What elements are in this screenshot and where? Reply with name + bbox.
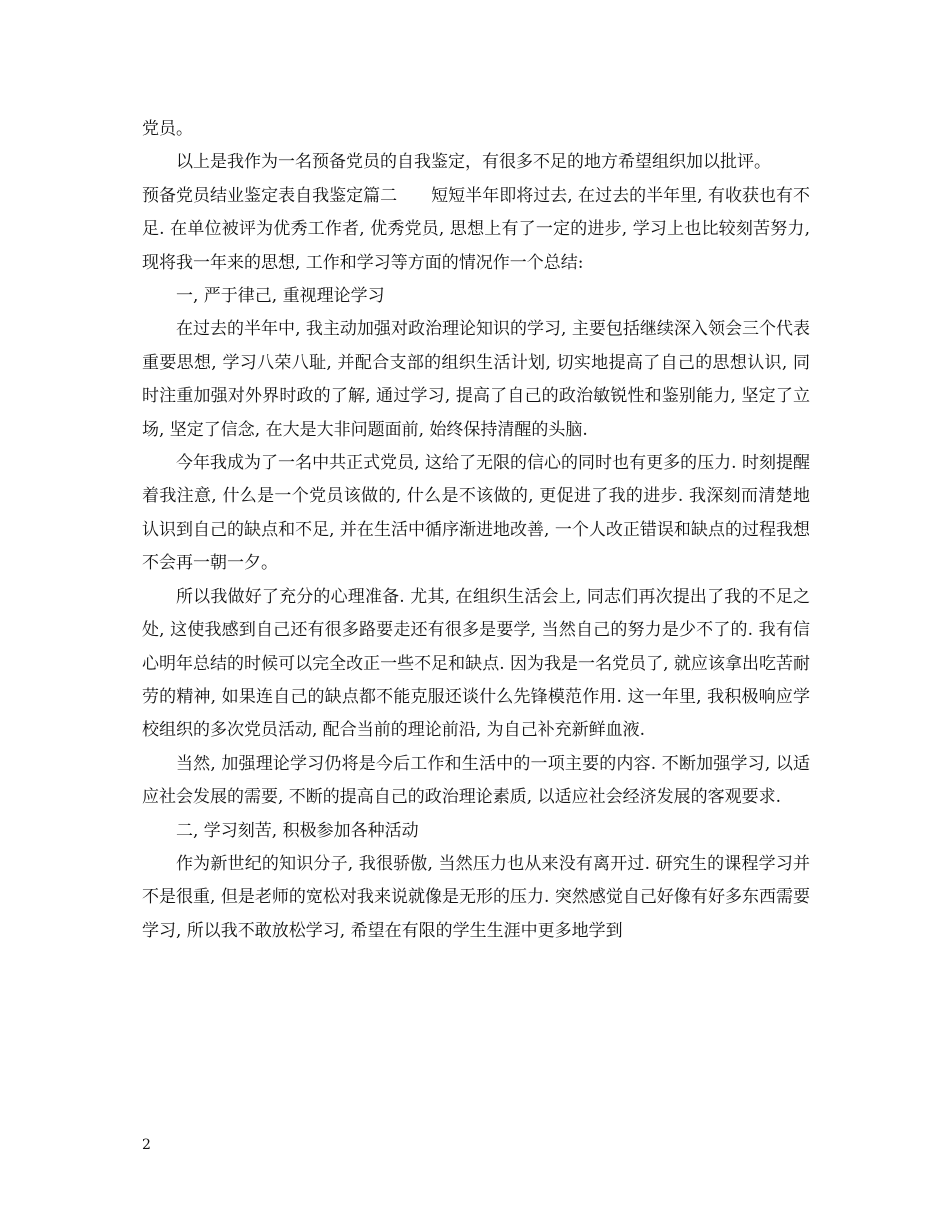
paragraph-preparation: 所以我做好了充分的心理准备. 尤其, 在组织生活会上, 同志们再次提出了我的不足之处, 这使我感到自己还有很多路要走还有很多是要学, 当然自己的努力是少不了的. 我有信心明年总结的时候可以完全改正一些不足和缺点. 因为我是一名党员了, 就应该拿出吃苦耐劳的精神, 如果连自己的缺点都不能克服还谈什么先锋模范作用. 这一年里, 我积极响应学校组织的多次党员活动, 配合当前的理论前沿, 为自己补充新鲜血液. xyxy=(142,586,810,741)
section-heading-paragraph xyxy=(142,180,810,280)
paragraph-closing: 以上是我作为一名预备党员的自我鉴定，有很多不足的地方希望组织加以批评。 xyxy=(176,152,771,173)
page-number: 2 xyxy=(142,1137,151,1153)
subheading-discipline: 一, 严于律己, 重视理论学习 xyxy=(176,286,385,307)
paragraph-continuation: 党员。 xyxy=(142,119,193,139)
paragraph-party-member: 今年我成为了一名中共正式党员, 这给了无限的信心的同时也有更多的压力. 时刻提醒着我注意, 什么是一个党员该做的, 什么是不该做的, 更促进了我的进步. 我深刻而清楚地认识到自己的缺点和不足, 并在生活中循序渐进地改善, 一个人改正错误和缺点的过程我想不会再一朝一夕。 xyxy=(142,453,810,574)
subheading-study-activities: 二, 学习刻苦, 积极参加各种活动 xyxy=(176,820,419,841)
section-title: 预备党员结业鉴定表自我鉴定篇二 xyxy=(142,185,398,206)
paragraph-theory-study: 在过去的半年中, 我主动加强对政治理论知识的学习, 主要包括继续深入领会三个代表重要思想, 学习八荣八耻, 并配合支部的组织生活计划, 切实地提高了自己的思想认识, 同时注重加强对外界时政的了解, 通过学习, 提高了自己的政治敏锐性和鉴别能力, 坚定了立场, 坚定了信念, 在大是大非问题面前, 始终保持清醒的头脑. xyxy=(142,319,810,440)
document-page xyxy=(142,113,810,948)
section-intro: 短短半年即将过去, 在过去的半年里, 有收获也有不足. 在单位被评为优秀工作者, 优秀党员, 思想上有了一定的进步, 学习上也比较刻苦努力, 现将我一年来的思想, 工作和学习等方面的情况作一个总结: xyxy=(142,185,810,273)
paragraph-theory-future: 当然, 加强理论学习仍将是今后工作和生活中的一项主要的内容. 不断加强学习, 以适应社会发展的需要, 不断的提高自己的政治理论素质, 以适应社会经济发展的客观要求. xyxy=(142,753,810,808)
paragraph-knowledge: 作为新世纪的知识分子, 我很骄傲, 当然压力也从来没有离开过. 研究生的课程学习并不是很重, 但是老师的宽松对我来说就像是无形的压力. 突然感觉自己好像有好多东西需要学习, 所以我不敢放松学习, 希望在有限的学生生涯中更多地学到 xyxy=(142,853,810,941)
